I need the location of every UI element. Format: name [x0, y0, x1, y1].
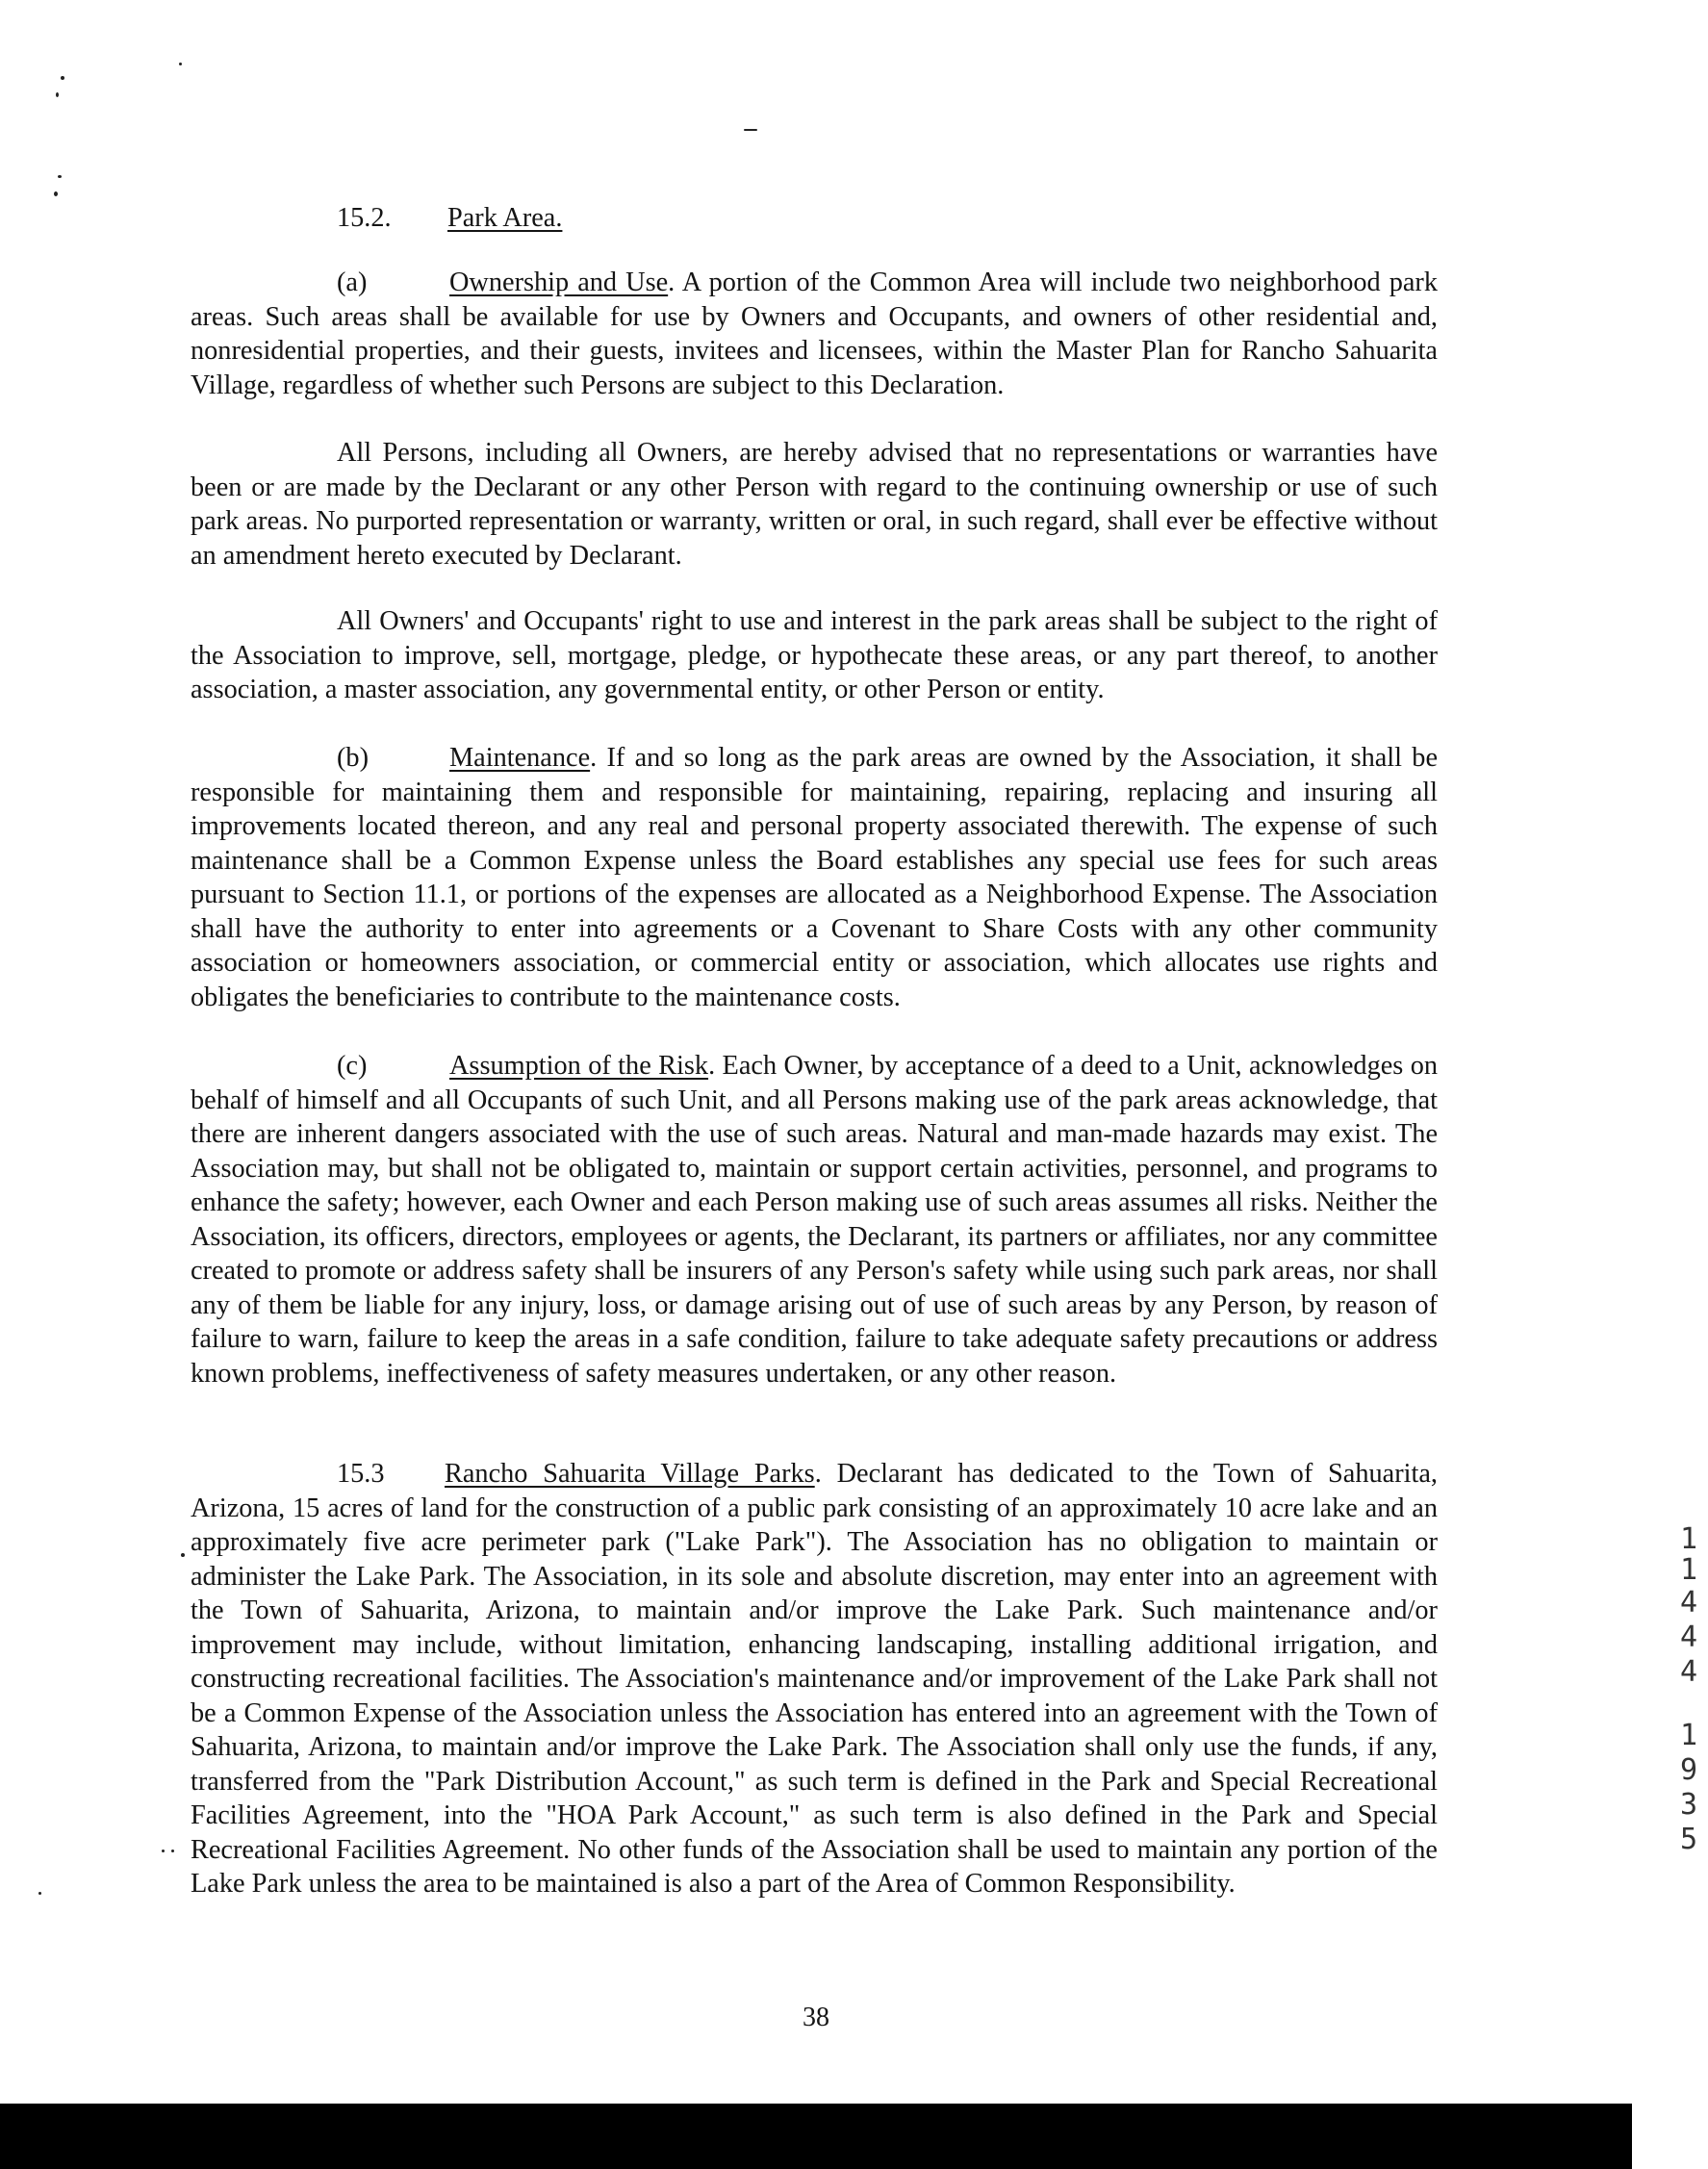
paragraph-body: . A portion of the Common Area will include two neighborhood park areas. Such areas shall be available for use by Owners and Occupants, and owners of other residential and, nonresidential properties, and their guests, invitees and licensees, within the Master Plan for Rancho Sahuarita Village, regardless of whether such Persons are subject to this Declaration.: [191, 268, 1438, 400]
subsection-title: Maintenance: [449, 743, 591, 773]
scan-speck: [54, 191, 58, 196]
paragraph-body: . Declarant has dedicated to the Town of Sahuarita, Arizona, 15 acres of land for the construction of a public park consisting of an approximately 10 acre lake and an approximately five acre perimeter park ("Lake Park"). The Association has no obligation to maintain or administer the Lake Park. The Association, in its sole and absolute discretion, may enter into an agreement with the Town of Sahuarita, Arizona, to maintain and/or improve the Lake Park. Such maintenance and/or improvement may include, without limitation, enhancing landscaping, installing additional irrigation, and constructing recreational facilities. The Association's maintenance and/or improvement of the Lake Park shall not be a Common Expense of the Association unless the Association has entered into an agreement with the Town of Sahuarita, Arizona, to maintain and/or improve the Lake Park. The Association shall only use the funds, if any, transferred from the "Park Distribution Account," as such term is defined in the Park and Special Recreational Facilities Agreement, into the "HOA Park Account," as such term is also defined in the Park and Special Recreational Facilities Agreement. No other funds of the Association shall be used to maintain any portion of the Lake Park unless the area to be maintained is also a part of the Area of Common Responsibility.: [191, 1459, 1438, 1899]
stamp-digit: 4: [1679, 1655, 1698, 1689]
scan-bottom-border: [0, 2104, 1632, 2169]
page-number: 38: [803, 2003, 829, 2032]
subsection-title: Ownership and Use: [449, 268, 669, 297]
section-title: Park Area.: [447, 203, 563, 233]
scan-speck: [162, 1850, 165, 1852]
scan-speck: [179, 63, 182, 65]
section-number: 15.3: [337, 1459, 385, 1489]
subsection-label: (b): [337, 743, 369, 773]
paragraph-maintenance: [191, 741, 1438, 1014]
section-title: Rancho Sahuarita Village Parks: [445, 1459, 815, 1489]
scan-speck: [58, 175, 62, 178]
paragraph-right-to-use: [191, 604, 1438, 707]
paragraph-no-representations: [191, 436, 1438, 573]
scan-speck: [744, 129, 757, 131]
stamp-digit: 4: [1679, 1620, 1698, 1654]
paragraph-rancho-sahuarita-parks: [191, 1457, 1438, 1901]
paragraph-body: All Persons, including all Owners, are hereby advised that no representations or warranties have been or are made by the Declarant or any other Person with regard to the continuing ownership or use of such park areas. No purported representation or warranty, written or oral, in such regard, shall ever be effective without an amendment hereto executed by Declarant.: [191, 438, 1438, 571]
scan-speck: [181, 1553, 185, 1557]
scan-speck: [38, 1892, 41, 1895]
stamp-digit: 1: [1679, 1522, 1698, 1556]
paragraph-ownership-and-use: [191, 266, 1438, 402]
scan-speck: [56, 92, 59, 97]
subsection-title: Assumption of the Risk: [449, 1051, 709, 1081]
stamp-digit: 1: [1679, 1719, 1698, 1752]
subsection-label: (a): [337, 268, 368, 297]
section-heading-15-2: [337, 201, 562, 236]
stamp-digit: 5: [1679, 1823, 1698, 1856]
section-number: 15.2.: [337, 203, 392, 233]
stamp-digit: 9: [1679, 1753, 1698, 1787]
paragraph-body: . If and so long as the park areas are owned by the Association, it shall be responsible for maintaining them and responsible for maintaining, repairing, replacing and insuring all improvements located thereon, and any real and personal property associated therewith. The expense of such maintenance shall be a Common Expense unless the Board establishes any special use fees for such areas pursuant to Section 11.1, or portions of the expenses are allocated as a Neighborhood Expense. The Association shall have the authority to enter into agreements or a Covenant to Share Costs with any other community association or homeowners association, or commercial entity or association, which allocates use rights and obligates the beneficiaries to contribute to the maintenance costs.: [191, 743, 1438, 1012]
subsection-label: (c): [337, 1051, 368, 1081]
stamp-digit: 4: [1679, 1586, 1698, 1620]
paragraph-body: All Owners' and Occupants' right to use and interest in the park areas shall be subject to the right of the Association to improve, sell, mortgage, pledge, or hypothecate these areas, or any part thereof, to another association, a master association, any governmental entity, or other Person or entity.: [191, 606, 1438, 704]
scan-speck: [61, 76, 64, 80]
paragraph-assumption-of-risk: [191, 1049, 1438, 1391]
scan-speck: [171, 1850, 174, 1852]
paragraph-body: . Each Owner, by acceptance of a deed to a Unit, acknowledges on behalf of himself and all Occupants of such Unit, and all Persons making use of the park areas acknowledge, that there are inherent dangers associated with the use of such areas. Natural and man-made hazards may exist. The Association may, but shall not be obligated to, maintain or support certain activities, personnel, and programs to enhance the safety; however, each Owner and each Person making use of such areas assumes all risks. Neither the Association, its officers, directors, employees or agents, the Declarant, its partners or affiliates, nor any committee created to promote or address safety shall be insurers of any Person's safety while using such park areas, nor shall any of them be liable for any injury, loss, or damage arising out of use of such areas by any Person, by reason of failure to warn, failure to keep the areas in a safe condition, failure to take adequate safety precautions or address known problems, ineffectiveness of safety measures undertaken, or any other reason.: [191, 1051, 1439, 1389]
stamp-digit: 1: [1679, 1553, 1698, 1587]
stamp-digit: 3: [1679, 1788, 1698, 1822]
